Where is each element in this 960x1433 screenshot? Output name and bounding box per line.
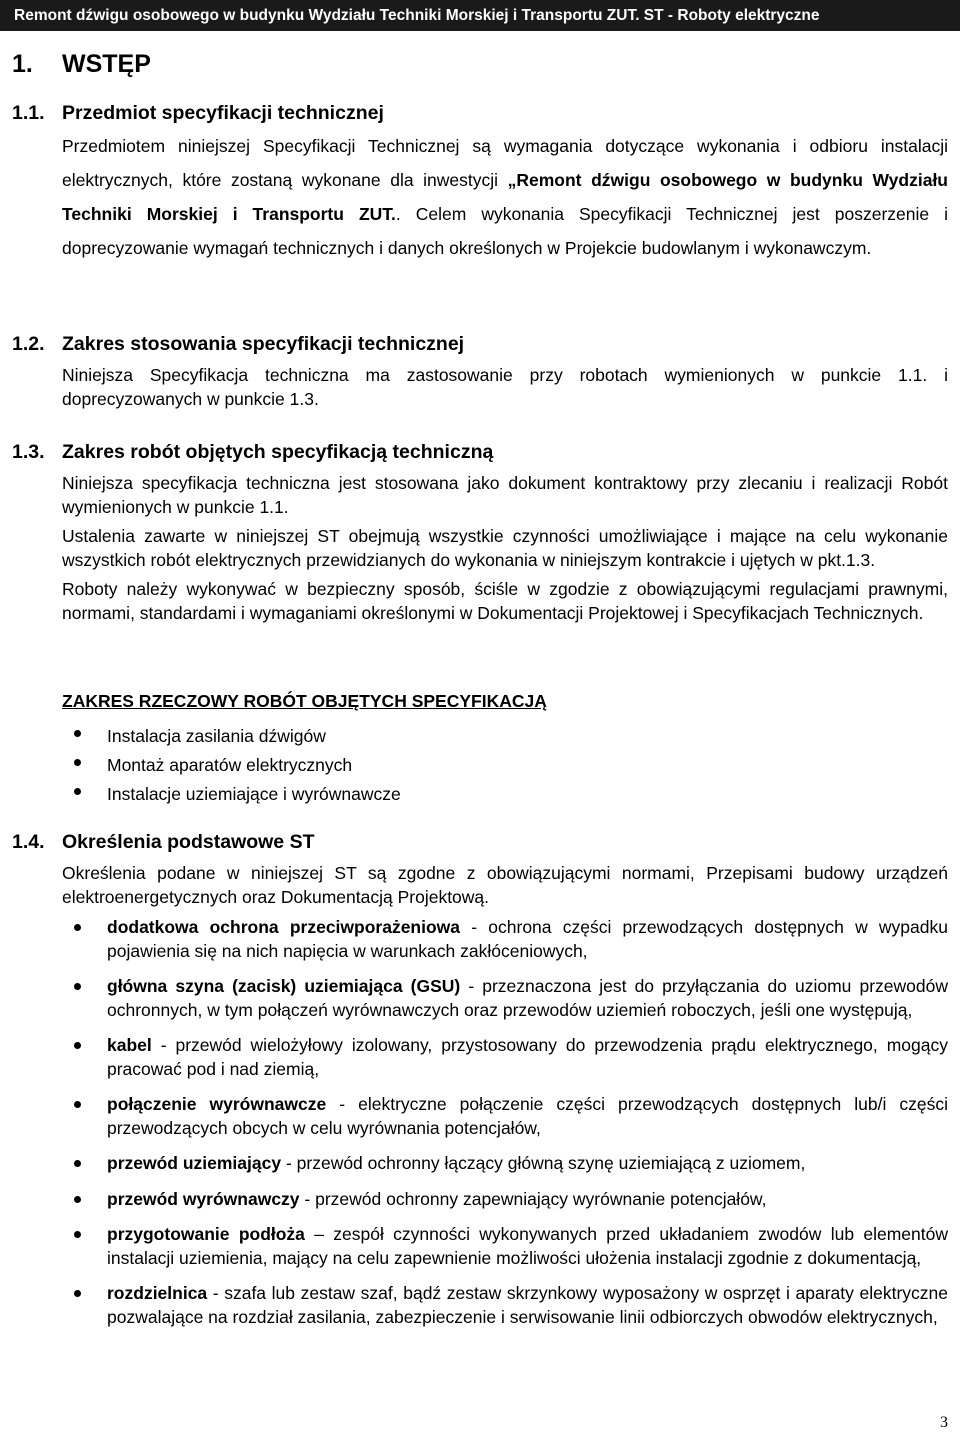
definition-text: - elektryczne połączenie części przewodzących dostępnych lub/i części przewodzących obcych w celu wyrównania potencjałów,: [107, 1094, 948, 1138]
bullet-icon: [74, 730, 81, 737]
definition-term: przygotowanie podłoża: [107, 1224, 305, 1244]
definition-item: [62, 1152, 948, 1176]
section-title: Zakres stosowania specyfikacji technicznej: [62, 333, 465, 355]
document-header: Remont dźwigu osobowego w budynku Wydziału Techniki Morskiej i Transportu ZUT. ST - Roboty elektryczne: [0, 0, 960, 31]
definition-item: [62, 916, 948, 963]
definition-item: [62, 1093, 948, 1140]
bullet-icon: [74, 1231, 81, 1238]
paragraph-contract: Niniejsza specyfikacja techniczna jest stosowana jako dokument kontraktowy przy zlecaniu i realizacji Robót wymienionych w punkcie 1.1.: [62, 473, 948, 517]
paragraph-text: Przedmiotem niniejszej Specyfikacji Technicznej są wymagania dotyczące wykonania i odbioru instalacji elektrycznych, które zostaną wykonane dla inwestycji: [62, 136, 948, 190]
investment-name: „Remont dźwigu osobowego w budynku Wydziału Techniki Morskiej i Transportu ZUT.: [62, 170, 948, 224]
definition-item: [62, 1188, 948, 1212]
definition-term: przewód uziemiający: [107, 1153, 282, 1173]
definition-item: [62, 1223, 948, 1270]
definitions-list: [62, 916, 948, 1329]
bullet-icon: [74, 788, 81, 795]
definition-term: kabel: [107, 1035, 152, 1055]
definition-text: - przeznaczona jest do przyłączania do uziomu przewodów ochronnych, w tym połączeń wyrównawczych oraz przewodów uziemień roboczych, jeśli one występują,: [107, 976, 948, 1020]
scope-list-container: [62, 722, 948, 809]
section-number: 1.2.: [12, 333, 45, 355]
definition-term: rozdzielnica: [107, 1283, 208, 1303]
section-heading-1-3: [12, 441, 493, 464]
paragraph-application: Niniejsza Specyfikacja techniczna ma zastosowanie przy robotach wymienionych w punkcie 1.1. i doprecyzowanych w punkcie 1.3.: [62, 365, 948, 409]
section-title: Zakres robót objętych specyfikacją techniczną: [62, 441, 494, 463]
section-heading-1-4: [12, 831, 315, 854]
bullet-icon: [74, 924, 81, 931]
bullet-icon: [74, 1042, 81, 1049]
section-heading-1: [12, 50, 151, 79]
section-heading-1-1: [12, 102, 384, 125]
definition-item: [62, 975, 948, 1022]
definition-term: dodatkowa ochrona przeciwporażeniowa: [107, 917, 461, 937]
definition-text: - ochrona części przewodzących dostępnych w wypadku pojawienia się na nich napięcia w warunkach zakłóceniowych,: [107, 917, 948, 961]
bullet-icon: [74, 1101, 81, 1108]
paragraph-safety: Roboty należy wykonywać w bezpieczny sposób, ściśle w zgodzie z obowiązującymi regulacjami prawnymi, normami, standardami i wymaganiami określonymi w Dokumentacji Projektowej i Specyfikacjach Technicznych.: [62, 579, 948, 623]
section-title: WSTĘP: [62, 50, 151, 78]
definition-text: - przewód ochronny łączący główną szynę uziemiającą z uziomem,: [281, 1153, 806, 1173]
definition-term: główna szyna (zacisk) uziemiająca (GSU): [107, 976, 461, 996]
section-number: 1.1.: [12, 102, 45, 124]
definition-text: - przewód wielożyłowy izolowany, przystosowany do przewodzenia prądu elektrycznego, mogący pracować pod i nad ziemią,: [107, 1035, 948, 1079]
list-item: Instalacje uziemiające i wyrównawcze: [62, 780, 948, 809]
section-number: 1.3.: [12, 441, 45, 463]
definition-text: - szafa lub zestaw szaf, bądź zestaw skrzynkowy wyposażony w osprzęt i aparaty elektryczne pozwalające na rozdział zasilania, zabezpieczenie i serwisowanie linii odbiorczych obwodów elektrycznych,: [107, 1283, 948, 1327]
definition-item: [62, 1034, 948, 1081]
paragraph-text: . Celem wykonania Specyfikacji Technicznej jest poszerzenie i doprecyzowanie wymagań technicznych i danych określonych w Projekcie budowlanym i wykonawczym.: [62, 204, 949, 258]
definition-item: [62, 1282, 948, 1329]
section-number: 1.4.: [12, 831, 45, 853]
definition-text: – zespół czynności wykonywanych przed układaniem zwodów lub elementów instalacji uziemienia, mający na celu zapewnienie możliwości ułożenia instalacji zgodnie z dokumentacją,: [107, 1224, 948, 1268]
definition-text: - przewód ochronny zapewniający wyrównanie potencjałów,: [299, 1188, 767, 1209]
list-item: Montaż aparatów elektrycznych: [62, 751, 948, 780]
scope-subheading: ZAKRES RZECZOWY ROBÓT OBJĘTYCH SPECYFIKACJĄ: [62, 691, 547, 711]
page-number: 3: [940, 1414, 948, 1431]
definition-term: przewód wyrównawczy: [107, 1188, 300, 1209]
scope-list: [62, 722, 948, 809]
paragraph-subject: [62, 129, 948, 265]
definition-term: połączenie wyrównawcze: [107, 1094, 327, 1114]
section-title: Określenia podstawowe ST: [62, 831, 315, 853]
paragraph-arrangements: Ustalenia zawarte w niniejszej ST obejmują wszystkie czynności umożliwiające i mające na celu wykonanie wszystkich robót elektrycznych przewidzianych do wykonania w niniejszym kontrakcie i ujętych w pkt.1.3.: [62, 526, 948, 570]
bullet-icon: [74, 1160, 81, 1167]
bullet-icon: [74, 1290, 81, 1297]
paragraph-definitions-intro: Określenia podane w niniejszej ST są zgodne z obowiązującymi normami, Przepisami budowy urządzeń elektroenergetycznych oraz Dokumentacją Projektową.: [62, 863, 948, 907]
section-heading-1-2: [12, 333, 464, 356]
bullet-icon: [74, 983, 81, 990]
section-number: 1.: [12, 50, 33, 78]
bullet-icon: [74, 1196, 81, 1203]
section-title: Przedmiot specyfikacji technicznej: [62, 102, 384, 124]
scope-paragraphs: [62, 472, 948, 631]
list-item: Instalacja zasilania dźwigów: [62, 722, 948, 751]
bullet-icon: [74, 759, 81, 766]
definitions-container: [62, 916, 948, 1341]
